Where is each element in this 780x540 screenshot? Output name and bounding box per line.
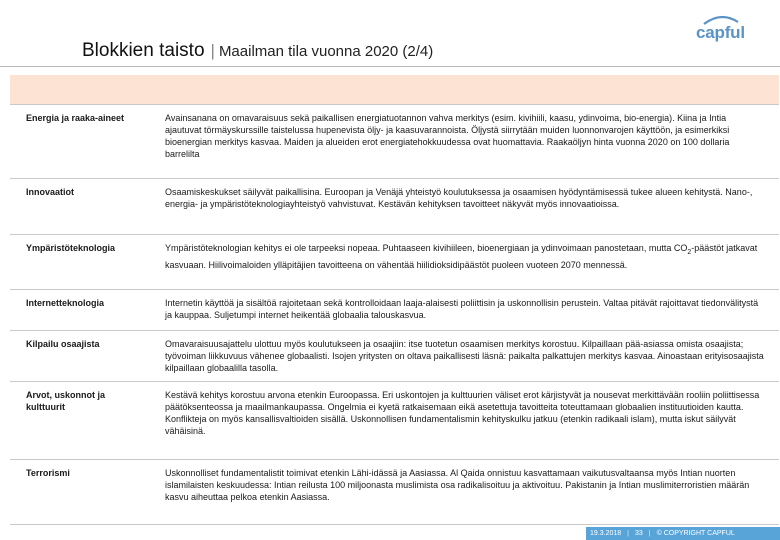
table-row xyxy=(10,235,779,290)
page-subtitle: Maailman tila vuonna 2020 (2/4) xyxy=(218,43,434,60)
capful-logo xyxy=(696,20,756,44)
row-text: Ympäristöteknologian kehitys ei ole tarpeeksi nopeaa. Puhtaaseen kivihiileen, bioenergiaan ja ydinvoimaan panostetaan, mutta $CO_2$-päästöt jatkavat kasvuaan. Hiilivoimaloiden ylläpitäjien tavoitteena on vähentää hiilidioksidipäästöt puoleen vuoteen 2070 mennessä. xyxy=(165,243,758,270)
table-row xyxy=(10,179,779,235)
header-band xyxy=(10,75,779,105)
row-text: Omavaraisuusajattelu ulottuu myös koulutukseen ja osaajiin: itse tuotetun osaamisen merkitys korostuu. Kilpaillaan pää-asiassa omista osaajista; työvoiman liikkuvuus vähenee globaalisti. Isojen yritysten on oltava paikallisesti läsnä: paikalta palkattujen merkitys kasvaa. Ainoastaan erityisosaajista kilpaillaan globaalilla tasolla. xyxy=(165,339,764,373)
row-text: Uskonnolliset fundamentalistit toimivat etenkin Lähi-idässä ja Aasiassa. Al Qaida onnistuu kasvattamaan vaikutusvaltaansa myös Intian nuorten islamilaisten keskuudessa: Intian reilusta 100 miljoonasta muslimista osa radikalisoituu ja aktivoituu. Pakistanin ja Intian muslimiterroristien määrän kasvu aiheuttaa pelkoa etenkin Aasiassa. xyxy=(165,468,750,502)
table-row xyxy=(10,105,779,179)
row-text: Avainsanana on omavaraisuus sekä paikallisen energiatuotannon vahva merkitys (esim. kivihiili, kaasu, ydinvoima, bio-energia). Kiina ja Intia ajautuvat törmäyskurssille taistelussa hupenevista öljy- ja kaasuvarannoista. Öljystä siirrytään muiden luonnonvarojen käyttöön, ja esimerkiksi bioenergian merkitys kasvaa. Maiden ja alueiden erot energiatehokkuudessa ovat huomattavia. Raakaöljyn hinta vuonna 2020 on 100 dollaria barrelilta xyxy=(165,113,730,159)
page-number: 33 xyxy=(634,530,643,537)
title-separator: | xyxy=(210,41,215,60)
table-row xyxy=(10,382,779,460)
row-label: Ympäristöteknologia xyxy=(26,243,116,253)
row-label: Arvot, uskonnot ja kulttuurit xyxy=(26,390,106,412)
row-label: Energia ja raaka-aineet xyxy=(26,113,125,123)
footer-separator: | xyxy=(648,530,651,537)
page-title-area xyxy=(82,40,433,62)
footer-date: 19.3.2018 xyxy=(590,530,622,537)
logo-text: capful xyxy=(696,23,745,42)
row-text: Kestävä kehitys korostuu arvona etenkin Euroopassa. Eri uskontojen ja kulttuurien väliset erot kärjistyvät ja nousevat merkittävään rooliin poliittisessa päätöksenteossa ja maailmankaupassa. Ongelmia ei kyetä ratkaisemaan eikä asetettuja tavoitteita toteuttamaan globaalien instituutioiden kautta. Konflikteja on myös kansallisvaltioiden sisällä. Uskonnollisen fundamentalismin kehityskulku jatkuu (etenkin radikaali islam), mutta iskut säilyvät vähäisinä. xyxy=(165,390,760,436)
scenario-table xyxy=(10,104,779,525)
table-row xyxy=(10,290,779,331)
footer-separator: | xyxy=(627,530,629,537)
row-label: Innovaatiot xyxy=(26,187,75,197)
row-label: Terrorismi xyxy=(26,468,70,478)
title-divider xyxy=(0,66,780,67)
table-row xyxy=(10,331,779,382)
row-text: Internetin käyttöä ja sisältöä rajoitetaan sekä kontrolloidaan laaja-alaisesti poliittisin ja uskonnollisin perustein. Valtaa pitävät rajoittavat tiedonvälitystä ja kauppaa. Suljetumpi internet heikentää globaalia talouskasvua. xyxy=(165,298,759,320)
row-label: Internetteknologia xyxy=(26,298,105,308)
footer-copyright: © COPYRIGHT CAPFUL xyxy=(656,530,735,537)
row-text: Osaamiskeskukset säilyvät paikallisina. Euroopan ja Venäjä yhteistyö koulutuksessa ja osaamisen hyödyntämisessä tukee alueen kehitystä. Nano-, energia- ja ympäristöteknologiayhteistyö vahvistuvat. Kestävän kehityksen tavoitteet näkyvät myös innovaatioissa. xyxy=(165,187,753,209)
slide-footer xyxy=(586,527,780,540)
row-label: Kilpailu osaajista xyxy=(26,339,100,349)
page-title: Blokkien taisto xyxy=(82,40,205,61)
table-row xyxy=(10,460,779,525)
